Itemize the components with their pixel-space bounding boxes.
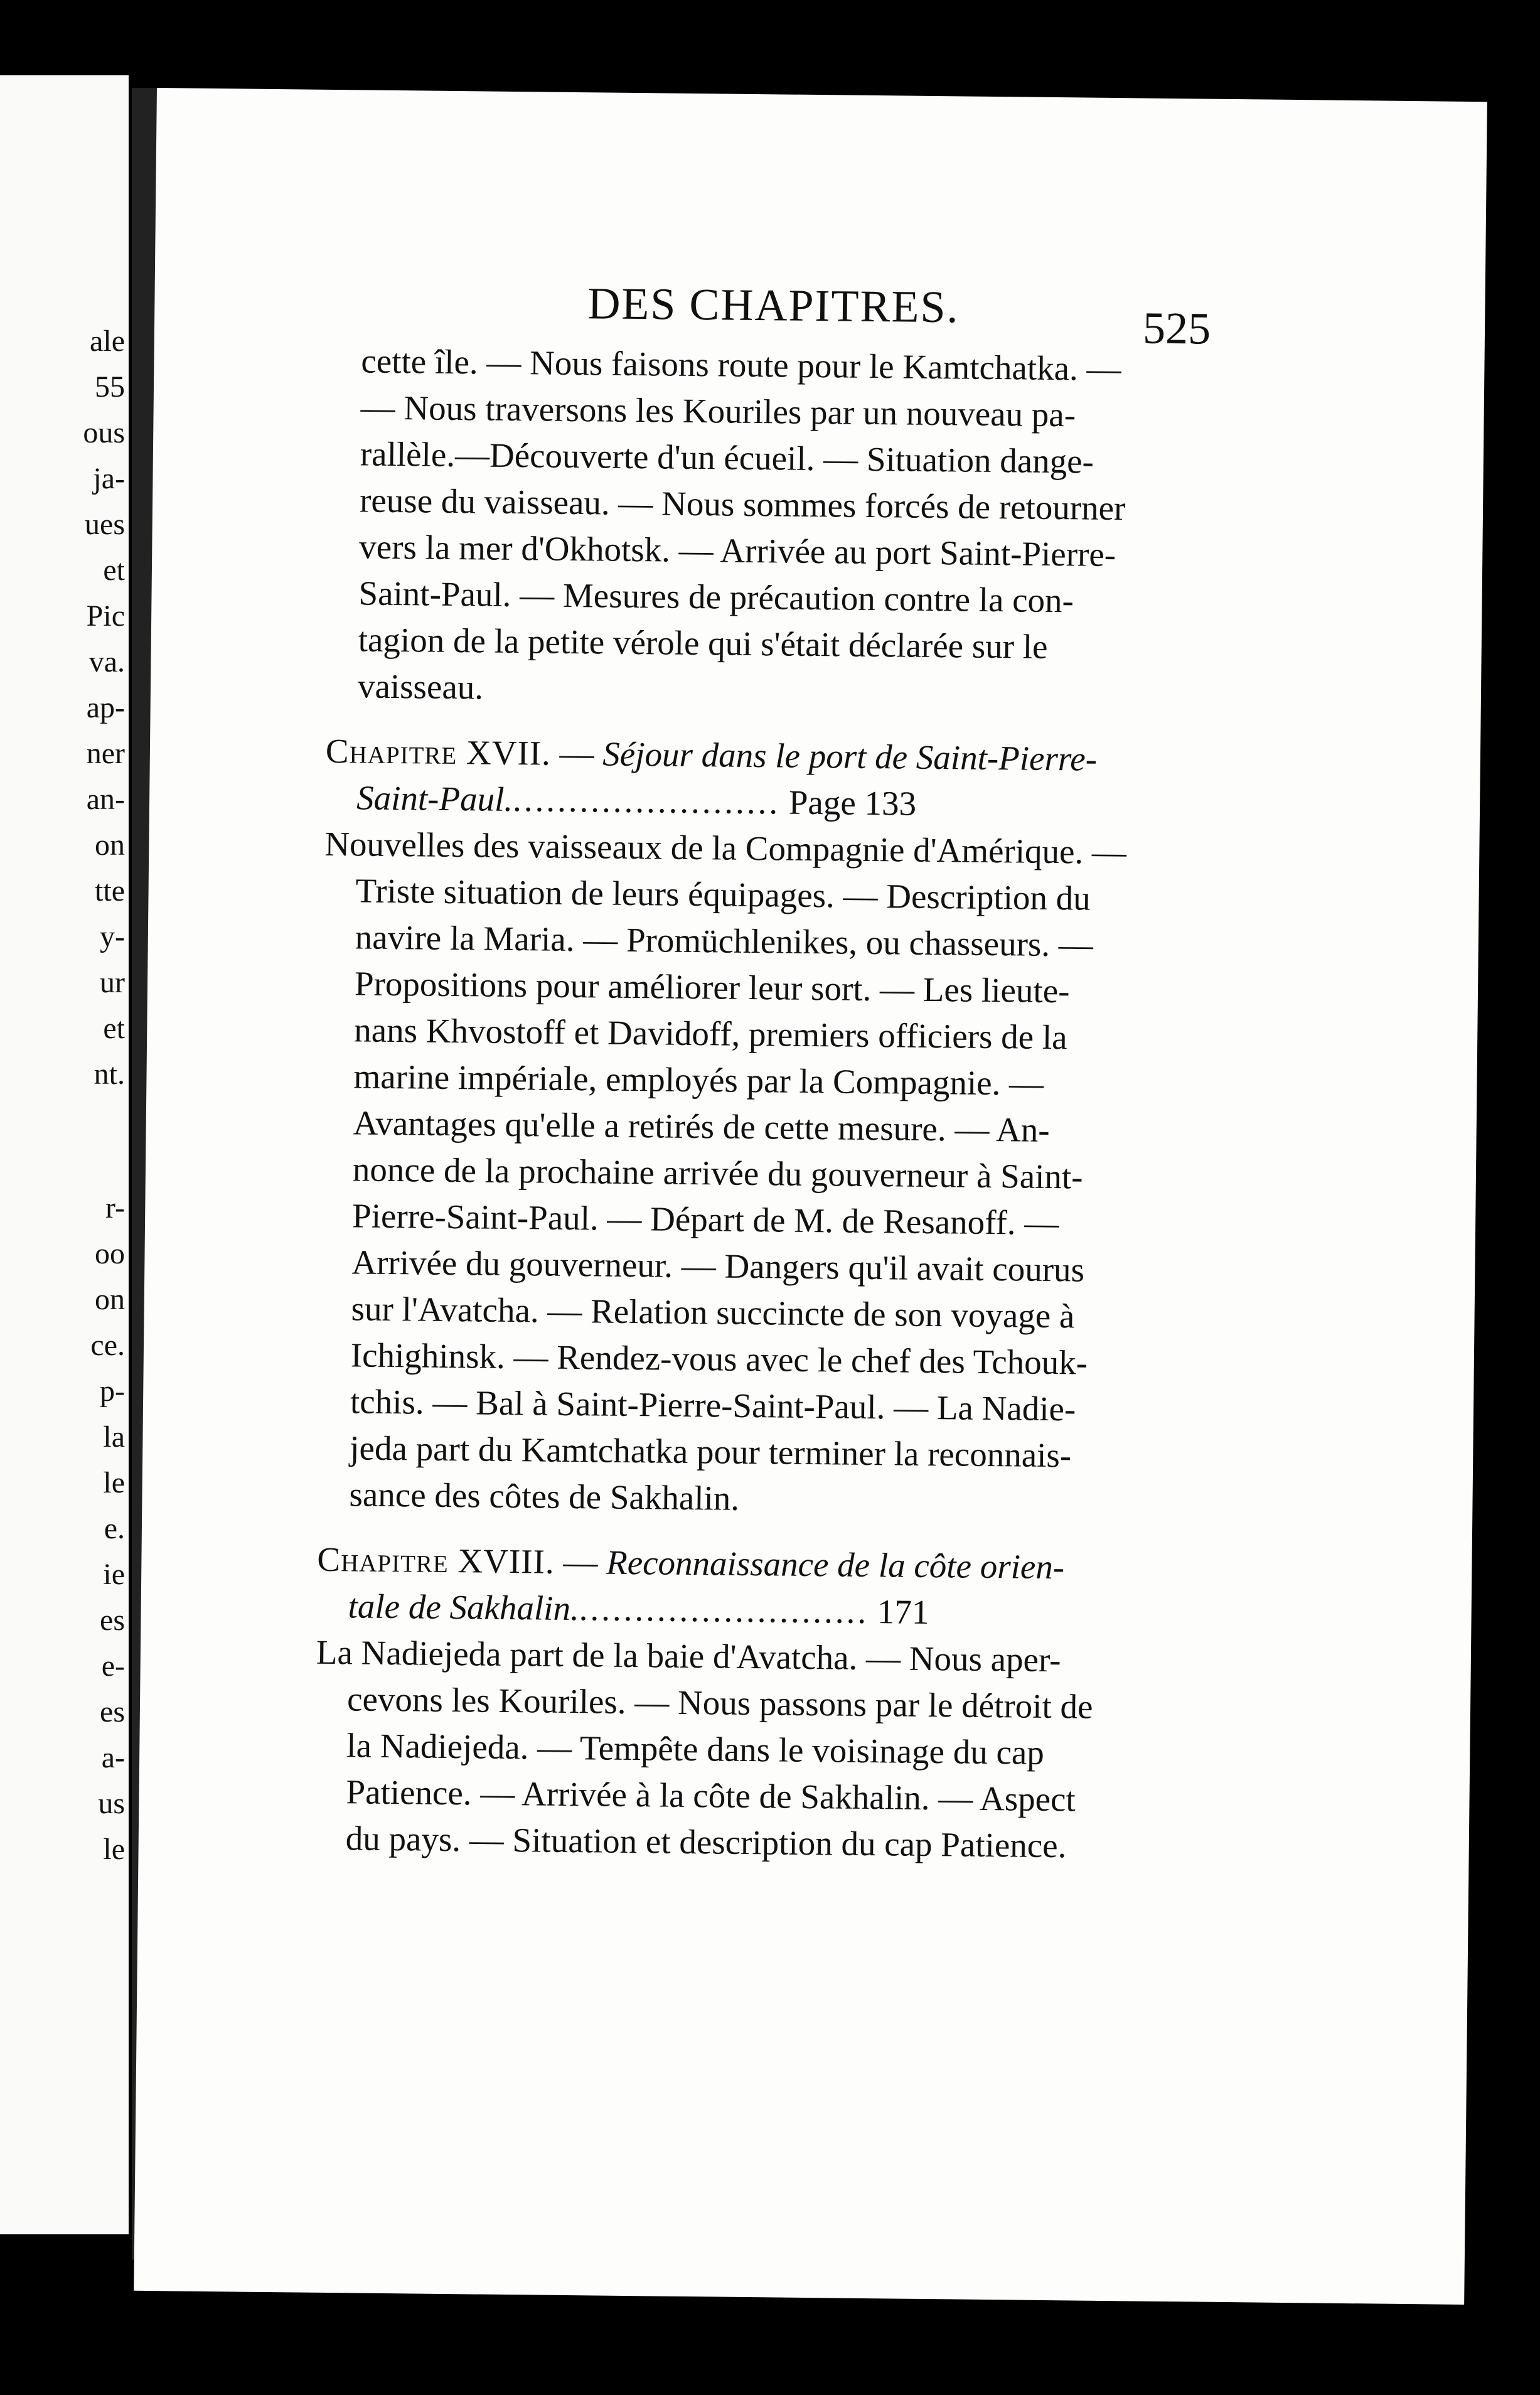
facing-page-fragment: ja- [93, 462, 125, 495]
text-line: du pays. — Situation et description du cap Patience. [345, 1819, 1067, 1865]
facing-page-fragment: oo [95, 1237, 125, 1270]
facing-page-fragment: ues [85, 508, 125, 541]
text-line: La Nadiejeda part de la baie d'Avatcha. — Nous aper- [316, 1632, 1061, 1680]
facing-page-fragment: ie [103, 1558, 125, 1591]
facing-page-fragment: on [95, 1283, 125, 1316]
text-line: navire la Maria. — Promüchlenikes, ou chasseurs. — [355, 918, 1094, 964]
facing-page-fragment: tte [95, 874, 125, 908]
chapter-18-entry [314, 1536, 1321, 1872]
text-line: la Nadiejeda. — Tempête dans le voisinage du cap [346, 1726, 1045, 1772]
text-line: vers la mer d'Okhotsk. — Arrivée au port Saint-Pierre- [359, 527, 1116, 574]
facing-page-fragment: a- [101, 1741, 125, 1774]
text-line: Patience. — Arrivée à la côte de Sakhalin. — Aspect [346, 1772, 1076, 1819]
facing-page-fragment: et [103, 1012, 125, 1045]
chapter-17-dash: — [550, 734, 603, 773]
chapter-18-summary [314, 1629, 1320, 1872]
chapter-17-title-2: Saint-Paul. [356, 778, 513, 818]
chapter-18-leader: .......................... [579, 1589, 869, 1631]
chapter-17-label: Chapitre XVII. [325, 731, 552, 773]
facing-page-fragment: va. [88, 645, 125, 678]
chapter-18-title-1: Reconnaissance de la côte orien- [606, 1543, 1065, 1587]
text-line: cevons les Kouriles. — Nous passons par le détroit de [346, 1680, 1093, 1726]
text-line: Ichighinsk. — Rendez-vous avec le chef des Tchouk- [350, 1336, 1088, 1382]
text-line: Nouvelles des vaisseaux de la Compagnie d'Amérique. — [324, 824, 1127, 872]
text-line: Propositions pour améliorer leur sort. — Les lieute- [354, 964, 1070, 1010]
facing-page-fragment: e- [101, 1649, 125, 1683]
text-line: jeda part du Kamtchatka pour terminer la reconnais- [350, 1428, 1072, 1475]
text-line: rallèle.—Découverte d'un écueil. — Situation dange- [360, 434, 1094, 481]
text-line: nans Khvostoff et Davidoff, premiers officiers de la [353, 1010, 1067, 1057]
facing-page-fragment: ale [90, 324, 125, 358]
facing-page-fragment: on [95, 828, 125, 862]
chapter-18-dash: — [554, 1542, 607, 1582]
facing-page-fragment: ous [83, 416, 125, 449]
facing-page-fragment: et [103, 554, 125, 587]
text-line: sance des côtes de Sakhalin. [349, 1475, 740, 1518]
text-line: Triste situation de leurs équipages. — Description du [355, 871, 1091, 918]
text-line: Avantages qu'elle a retirés de cette mesure. — An- [353, 1103, 1050, 1149]
page-number: 525 [1142, 303, 1211, 354]
facing-page-fragment: an- [86, 783, 125, 816]
chapter-17-summary [318, 821, 1329, 1528]
table-of-contents-text [314, 338, 1334, 1872]
text-line: sur l'Avatcha. — Relation succincte de son voyage à [351, 1289, 1075, 1336]
chapter-18-title-2: tale de Sakhalin. [348, 1587, 580, 1628]
text-line: Arrivée du gouverneur. — Dangers qu'il avait courus [351, 1243, 1085, 1289]
text-line: nonce de la prochaine arrivée du gouverneur à Saint- [352, 1150, 1083, 1196]
facing-page-fragment: es [100, 1604, 125, 1637]
running-head: DES CHAPITRES. [587, 278, 960, 333]
facing-page-edge [0, 75, 129, 2234]
text-line: Saint-Paul. — Mesures de précaution contre la con- [358, 574, 1074, 620]
facing-page-fragment: us [98, 1787, 125, 1820]
facing-page-fragment: e. [104, 1512, 125, 1545]
text-line: tchis. — Bal à Saint-Pierre-Saint-Paul. — La Nadie- [350, 1382, 1076, 1428]
facing-page-fragment: le [103, 1466, 125, 1499]
text-line: reuse du vaisseau. — Nous sommes forcés de retourner [359, 481, 1126, 528]
chapter-17-leader: ........................ [512, 780, 781, 822]
facing-page-fragment: ce. [90, 1329, 125, 1362]
text-line: — Nous traversons les Kouriles par un nouveau pa- [360, 388, 1076, 434]
text-line: marine impériale, employés par la Compagnie. — [353, 1057, 1044, 1103]
facing-page-fragment: ner [86, 737, 125, 770]
chapter-17-title-1: Séjour dans le port de Saint-Pierre- [602, 734, 1098, 778]
chapter-18-label: Chapitre XVIII. [317, 1540, 555, 1581]
book-page [134, 88, 1487, 2305]
facing-page-fragment: le [103, 1833, 125, 1866]
text-line: cette île. — Nous faisons route pour le Kamtchatka. — [361, 341, 1121, 388]
facing-page-fragment: ur [100, 966, 125, 999]
facing-page-fragment: ap- [86, 691, 125, 724]
chapter-summary-continued [326, 338, 1334, 720]
chapter-17-page-ref: Page 133 [788, 783, 917, 823]
facing-page-fragment: es [100, 1695, 125, 1728]
facing-page-fragment: la [103, 1420, 125, 1454]
text-line: tagion de la petite vérole qui s'était déclarée sur le [358, 620, 1048, 666]
facing-page-fragment: y- [100, 920, 125, 953]
facing-page-fragment: Pic [86, 599, 125, 633]
facing-page-fragment: 55 [95, 370, 125, 404]
facing-page-fragment: nt. [94, 1058, 125, 1091]
chapter-17-entry [318, 728, 1330, 1528]
chapter-18-page-ref: 171 [877, 1592, 929, 1632]
text-line: Pierre-Saint-Paul. — Départ de M. de Resanoff. — [351, 1196, 1059, 1243]
facing-page-fragment: p- [100, 1374, 125, 1408]
facing-page-fragment: r- [105, 1191, 125, 1224]
text-line: vaisseau. [357, 667, 484, 707]
